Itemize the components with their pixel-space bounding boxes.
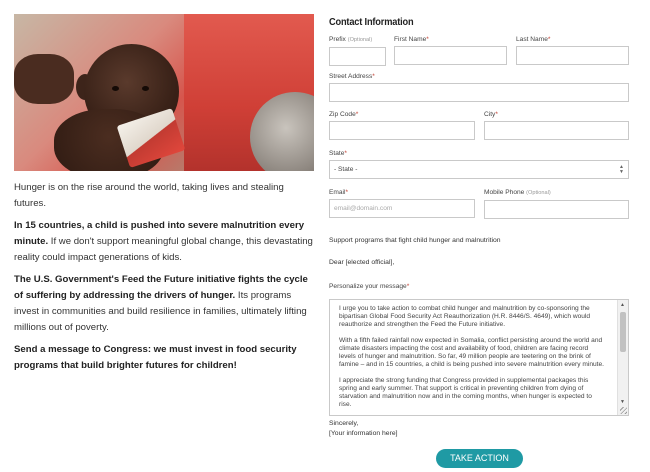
scroll-down-icon[interactable]: ▼ [620, 399, 625, 405]
call-to-action-paragraph: Send a message to Congress: we must invest in food security programs that build brighter futures for children! [14, 344, 297, 371]
city-input[interactable] [484, 121, 629, 140]
email-field-group [329, 188, 475, 218]
phone-label: Mobile Phone (Optional) [484, 189, 551, 196]
personalize-label: Personalize your message* [329, 283, 410, 290]
take-action-button[interactable]: TAKE ACTION [436, 449, 523, 468]
street-input[interactable] [329, 83, 629, 102]
last-name-field-group [516, 35, 629, 65]
first-name-input[interactable] [394, 46, 507, 65]
phone-field-group [484, 188, 629, 219]
resize-grip-icon[interactable] [620, 407, 627, 414]
feed-the-future-paragraph [14, 272, 314, 336]
letter-closing: Sincerely, [329, 420, 359, 427]
malnutrition-bold: In 15 countries, a child is pushed into severe malnutrition every minute. [14, 220, 305, 247]
zip-label: Zip Code* [329, 111, 359, 118]
last-name-input[interactable] [516, 46, 629, 65]
story-column [14, 14, 314, 374]
zip-field-group [329, 110, 475, 140]
form-heading: Contact Information [329, 16, 414, 28]
select-arrows-icon: ▲ ▼ [619, 164, 624, 175]
letter-subject: Support programs that fight child hunger and malnutrition [329, 237, 501, 244]
child-photo [14, 14, 314, 171]
state-select[interactable] [329, 160, 629, 179]
letter-signature: [Your information here] [329, 430, 398, 437]
state-select-value: - State - [334, 166, 358, 173]
feed-the-future-rest: Its programs invest in communities and build resilience in families, ultimately lifting millions out of poverty. [14, 290, 307, 333]
scroll-up-icon[interactable]: ▲ [620, 302, 625, 308]
intro-paragraph: Hunger is on the rise around the world, taking lives and stealing futures. [14, 182, 284, 209]
email-input[interactable]: email@domain.com [329, 199, 475, 218]
feed-the-future-bold: The U.S. Government's Feed the Future initiative fights the cycle of suffering by addressing the drivers of hunger. [14, 274, 308, 301]
state-label: State* [329, 150, 347, 157]
malnutrition-paragraph [14, 218, 314, 266]
message-paragraph: I urge you to take action to combat child hunger and malnutrition by co-sponsoring the bipartisan Global Food Security Act Reauthorization (H.R. 8446/S. 4649), which would reauthorize and strengthen the Feed the Future initiative. [339, 305, 591, 328]
city-field-group [484, 110, 629, 140]
prefix-input[interactable] [329, 47, 386, 66]
state-field-group [329, 149, 629, 179]
message-paragraph: With a fifth failed rainfall now expected in Somalia, conflict persisting around the world and climate disasters impacting the cost and availability of food, children are facing record levels of hunger and malnutrition. So far, 49 million people are teetering on the brink of famine – and in 15 countries, a child is being pushed into severe malnutrition every minute. [339, 337, 604, 368]
message-textarea[interactable] [329, 299, 629, 416]
message-paragraph: I appreciate the strong funding that Congress provided in supplemental packages this spring and early summer. That support is critical in preventing children from dying of starvation and malnutrition now and in the coming months, when hunger is expected to rise. [339, 377, 592, 408]
scrollbar-thumb[interactable] [620, 312, 626, 352]
phone-input[interactable] [484, 200, 629, 219]
zip-input[interactable] [329, 121, 475, 140]
malnutrition-rest: If we don't support meaningful global change, this devastating reality could impact generations of kids. [14, 236, 313, 263]
last-name-label: Last Name* [516, 36, 551, 43]
street-label: Street Address* [329, 73, 375, 80]
first-name-field-group [394, 35, 507, 65]
prefix-field-group [329, 35, 386, 66]
email-label: Email* [329, 189, 349, 196]
message-scrollbar[interactable] [617, 300, 628, 415]
first-name-label: First Name* [394, 36, 429, 43]
prefix-label: Prefix (Optional) [329, 36, 373, 43]
letter-salutation: Dear [elected official], [329, 259, 395, 266]
city-label: City* [484, 111, 498, 118]
street-field-group [329, 72, 629, 102]
